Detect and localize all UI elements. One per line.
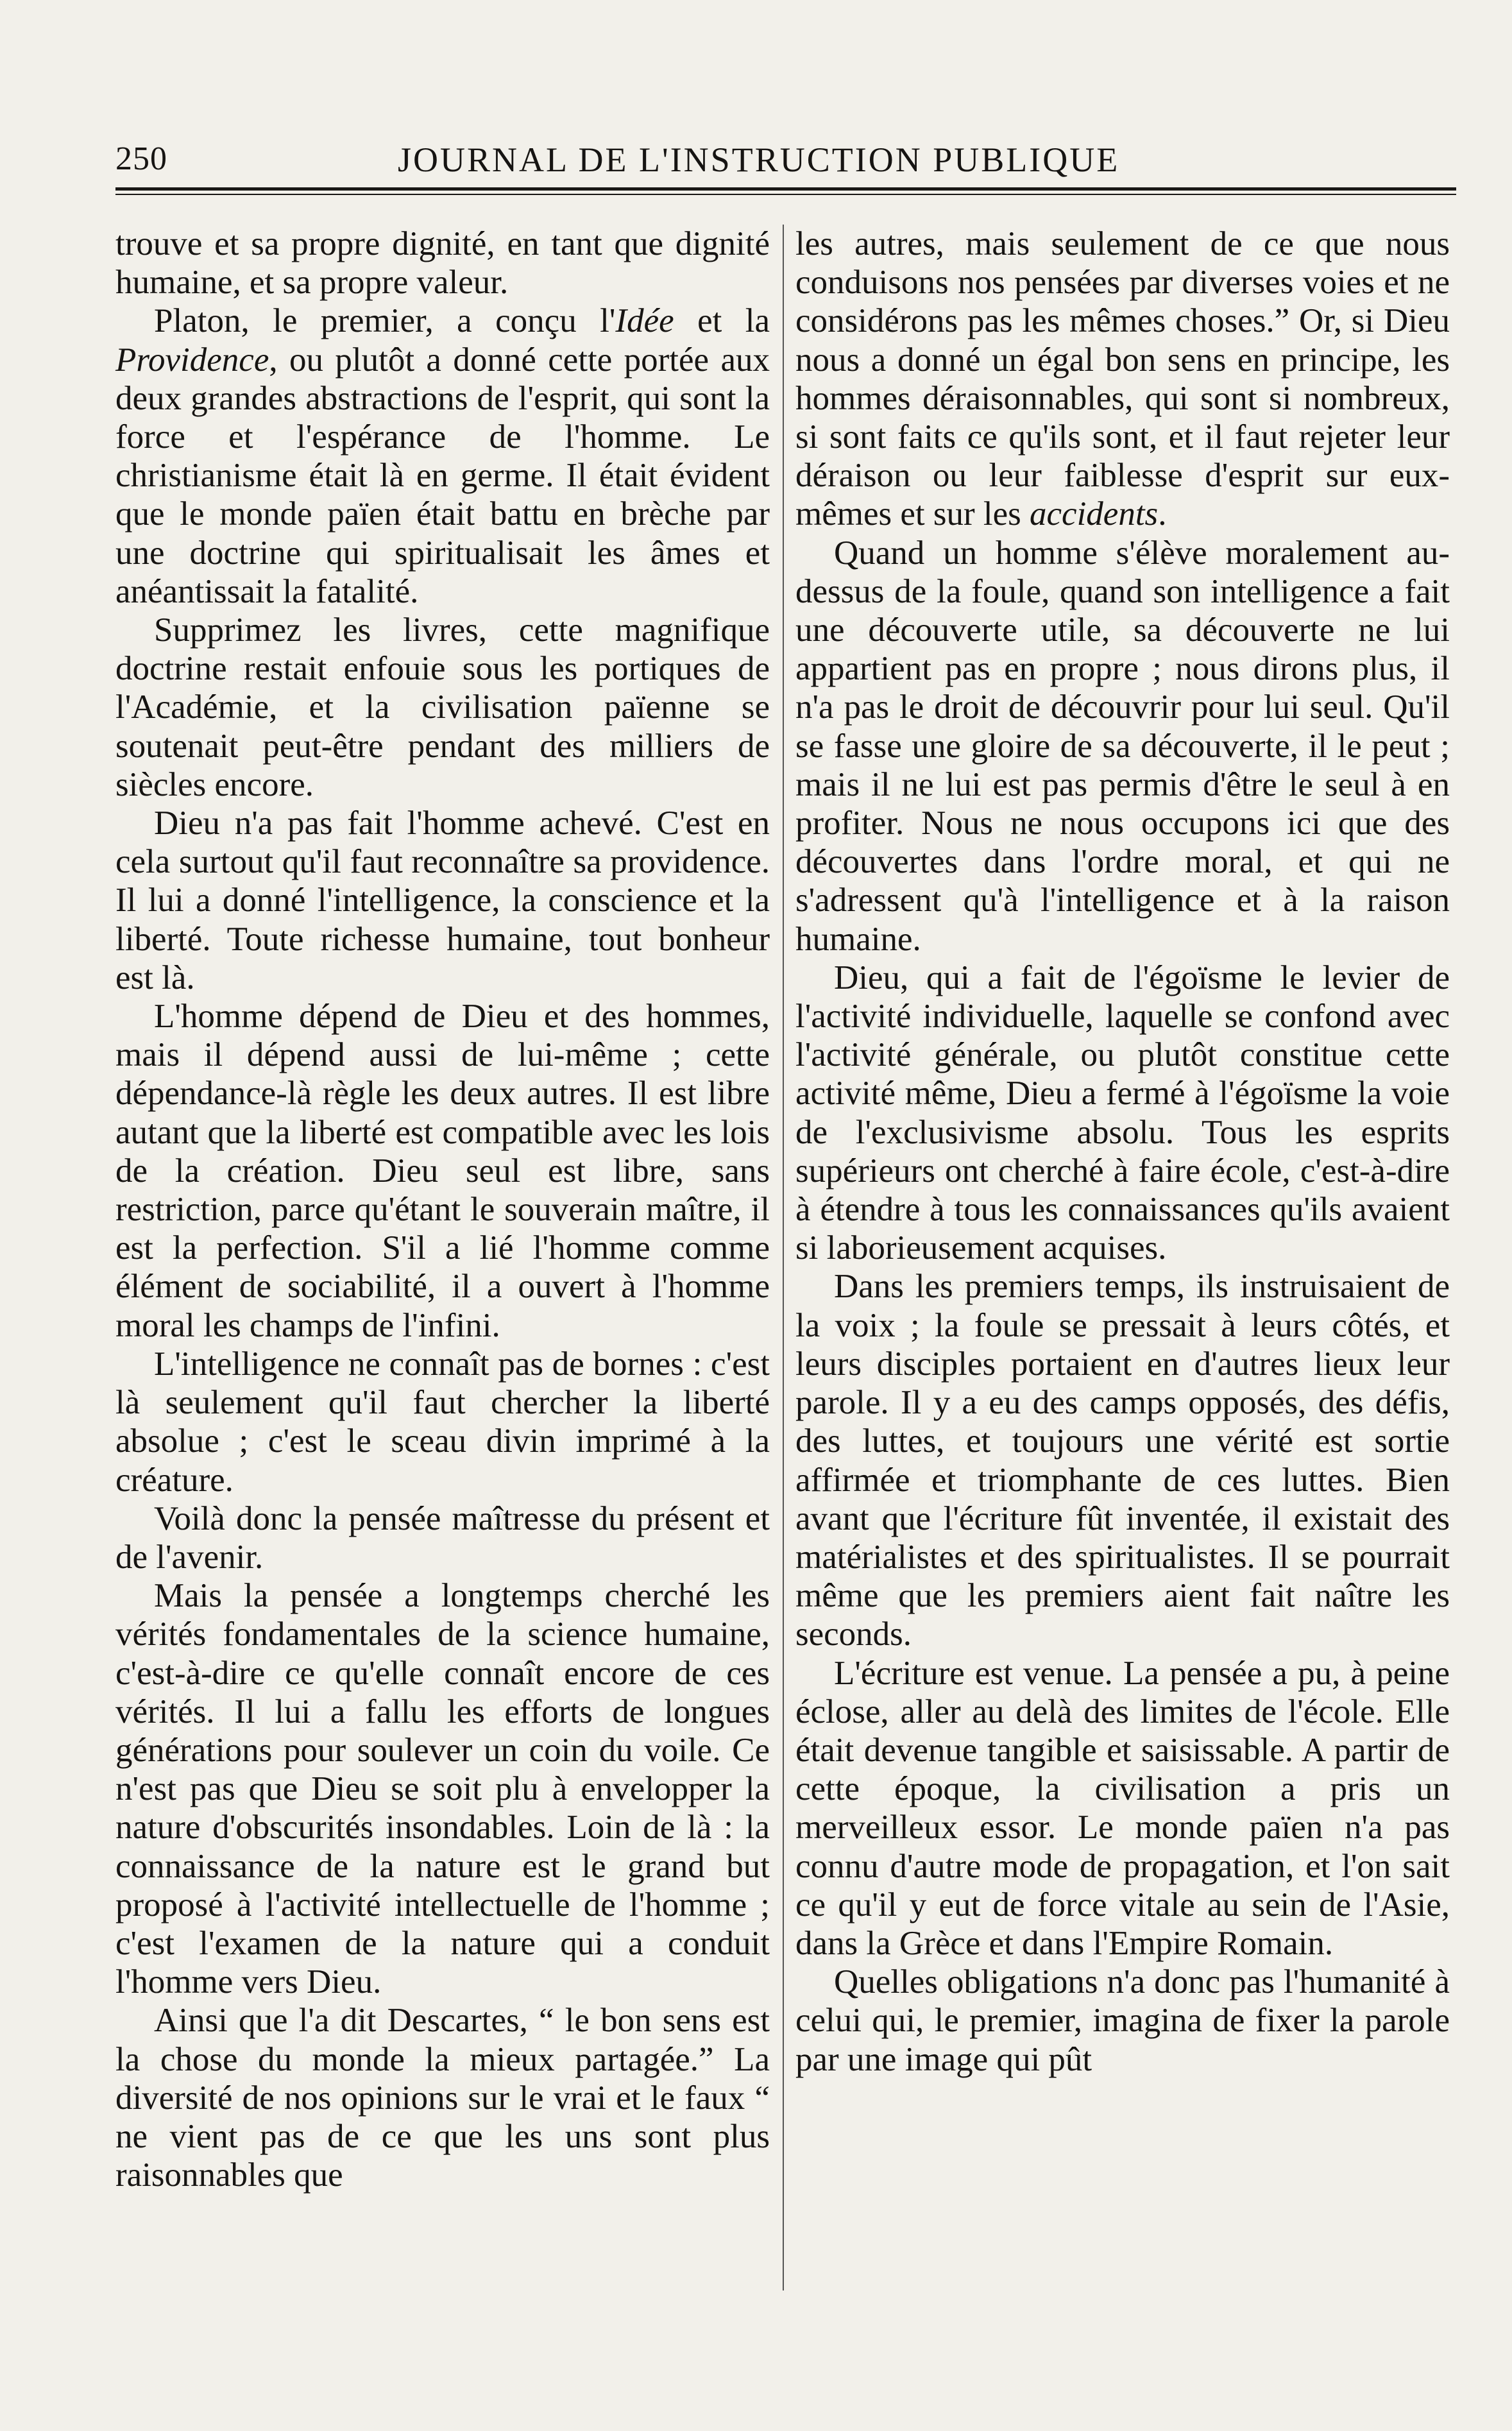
page-number: 250: [115, 141, 167, 177]
paragraph: Dans les premiers temps, ils instruisaient de la voix ; la foule se pressait à leurs côtés, et leurs disciples portaient en d'autres lieux leur parole. Il y a eu des camps opposés, des défis, des luttes, et toujours une vérité est sortie affirmée et triomphante de ces luttes. Bien avant que l'écriture fût inventée, il existait des matérialistes et des spiritualistes. Il se pourrait même que les premiers aient fait naître les seconds.: [795, 1268, 1450, 1653]
column-divider: [783, 225, 784, 2290]
italic-term: Providence: [115, 341, 269, 379]
text-run: et la: [674, 302, 770, 340]
page-header: [0, 128, 1512, 192]
paragraph: L'écriture est venue. La pensée a pu, à peine éclose, aller au delà des limites de l'école. Elle était devenue tangible et saisissable. A partir de cette époque, la civilisation a pris un merveilleux essor. Le monde païen n'a pas connu d'autre mode de propagation, et l'on sait ce qu'il y eut de force vitale au sein de l'Asie, dans la Grèce et dans l'Empire Romain.: [795, 1654, 1450, 1962]
italic-term: Idée: [615, 302, 674, 340]
paragraph: L'homme dépend de Dieu et des hommes, mais il dépend aussi de lui-même ; cette dépendance-là règle les deux autres. Il est libre autant que la liberté est compatible avec les lois de la création. Dieu seul est libre, sans restriction, parce qu'étant le souverain maître, il est la perfection. S'il a lié l'homme comme élément de sociabilité, il a ouvert à l'homme moral les champs de l'infini.: [115, 998, 770, 1344]
running-title: JOURNAL DE L'INSTRUCTION PUBLIQUE: [398, 141, 1120, 179]
text-run: les autres, mais seulement de ce que nous conduisons nos pensées par diverses voies et ne considérons pas les mêmes choses.” Or, si Dieu nous a donné un égal bon sens en principe, les hommes déraisonnables, qui sont si nombreux, si sont faits ce qu'ils sont, et il faut rejeter leur déraison ou leur faiblesse d'esprit sur eux-mêmes et sur les: [795, 225, 1450, 533]
text-run: , ou plutôt a donné cette portée aux deux grandes abstractions de l'esprit, qui sont la force et l'espérance de l'homme. Le christianisme était là en germe. Il était évident que le monde païen était battu en brèche par une doctrine qui spiritualisait les âmes et anéantissait la fatalité.: [115, 341, 770, 610]
paragraph: Voilà donc la pensée maîtresse du présent et de l'avenir.: [115, 1499, 770, 1576]
right-column: [795, 225, 1450, 2303]
text-run: .: [1158, 495, 1167, 533]
paragraph: [795, 225, 1450, 534]
text-run: Platon, le premier, a conçu l': [154, 302, 616, 340]
paragraph: Supprimez les livres, cette magnifique doctrine restait enfouie sous les portiques de l'Académie, et la civilisation païenne se soutenait peut-être pendant des milliers de siècles encore.: [115, 611, 770, 803]
paragraph: [115, 302, 770, 611]
paragraph: trouve et sa propre dignité, en tant que dignité humaine, et sa propre valeur.: [115, 225, 770, 302]
paragraph: Quelles obligations n'a donc pas l'humanité à celui qui, le premier, imagina de fixer la parole par une image qui pût: [795, 1963, 1450, 2078]
paragraph: Quand un homme s'élève moralement au-dessus de la foule, quand son intelligence a fait une découverte utile, sa découverte ne lui appartient pas en propre ; nous dirons plus, il n'a pas le droit de découvrir pour lui seul. Qu'il se fasse une gloire de sa découverte, il le peut ; mais il ne lui est pas permis d'être le seul à en profiter. Nous ne nous occupons ici que des découvertes dans l'ordre moral, et qui ne s'adressent qu'à l'intelligence et à la raison humaine.: [795, 534, 1450, 958]
paragraph: Dieu n'a pas fait l'homme achevé. C'est en cela surtout qu'il faut reconnaître sa providence. Il lui a donné l'intelligence, la conscience et la liberté. Toute richesse humaine, tout bonheur est là.: [115, 805, 770, 996]
italic-term: accidents: [1030, 495, 1159, 533]
header-rule-thick: [115, 187, 1456, 191]
left-column: [115, 225, 770, 2303]
paragraph: Dieu, qui a fait de l'égoïsme le levier de l'activité individuelle, laquelle se confond avec l'activité générale, ou plutôt constitue cette activité même, Dieu a fermé à l'égoïsme la voie de l'exclusivisme absolu. Tous les esprits supérieurs ont cherché à faire école, c'est-à-dire à étendre à tous les connaissances qu'ils avaient si laborieusement acquises.: [795, 959, 1450, 1267]
paragraph: L'intelligence ne connaît pas de bornes : c'est là seulement qu'il faut chercher la liberté absolue ; c'est le sceau divin imprimé à la créature.: [115, 1345, 770, 1499]
paragraph: Ainsi que l'a dit Descartes, “ le bon sens est la chose du monde la mieux partagée.” La diversité de nos opinions sur le vrai et le faux “ ne vient pas de ce que les uns sont plus raisonnables que: [115, 2002, 770, 2194]
paragraph: Mais la pensée a longtemps cherché les vérités fondamentales de la science humaine, c'est-à-dire ce qu'elle connaît encore de ces vérités. Il lui a fallu les efforts de longues générations pour soulever un coin du voile. Ce n'est pas que Dieu se soit plu à envelopper la nature d'obscurités insondables. Loin de là : la connaissance de la nature est le grand but proposé à l'activité intellectuelle de l'homme ; c'est l'examen de la nature qui a conduit l'homme vers Dieu.: [115, 1577, 770, 2001]
header-rule-thin: [115, 194, 1456, 195]
